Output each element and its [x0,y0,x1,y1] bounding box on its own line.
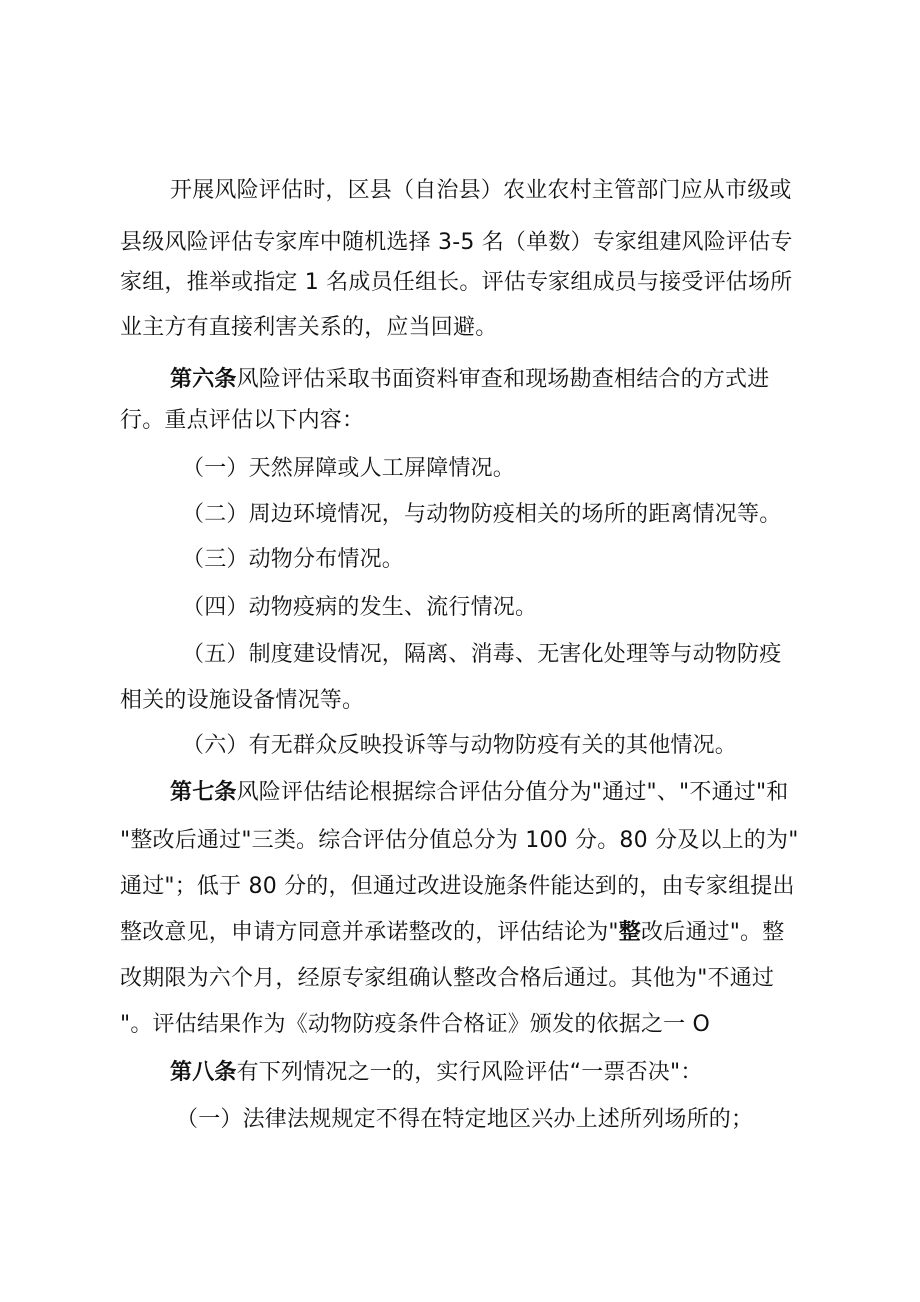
paragraph-line [120,872,920,902]
article-8-heading: 第八条 [170,1060,237,1085]
article-line [170,1058,920,1088]
paragraph-line [170,176,920,206]
line-text: 县级风险评估专家库中随机选择 3-5 名（单数）专家组建风险评估专 [120,230,793,255]
paragraph-line [120,964,920,994]
line-text: 改期限为六个月，经原专家组确认整改合格后通过。其他为"不通过 [120,966,775,991]
line-text: 开展风险评估时，区县（自治县）农业农村主管部门应从市级或 [170,178,792,203]
line-text: 行。重点评估以下内容： [120,408,365,433]
line-text: （一）法律法规规定不得在特定地区兴办上述所列场所的； [176,1107,754,1132]
line-text: 相关的设施设备情况等。 [120,688,365,713]
list-item [182,640,920,670]
line-text: 改后通过"。整 [640,920,785,945]
line-text: （五）制度建设情况，隔离、消毒、无害化处理等与动物防疫 [182,642,782,667]
paragraph-line [120,228,920,258]
line-text: （三）动物分布情况。 [182,547,405,572]
line-text: （四）动物疫病的发生、流行情况。 [182,595,538,620]
list-item [182,731,920,761]
line-text: 通过"；低于 80 分的，但通过改进设施条件能达到的，由专家组提出 [120,874,795,899]
article-7-heading: 第七条 [170,780,237,805]
paragraph-line [120,918,920,948]
line-text: 业主方有直接利害关系的，应当回避。 [120,315,498,340]
list-item [182,593,920,623]
paragraph-line [120,686,920,716]
line-text: "整改后通过"三类。综合评估分值总分为 100 分。80 分及以上的为" [120,828,799,853]
list-item [182,454,920,484]
line-text: 风险评估结论根据综合评估分值分为"通过"、"不通过"和 [236,780,789,805]
line-text: （一）天然屏障或人工屏障情况。 [182,456,516,481]
article-line [170,365,920,395]
paragraph-line [120,826,920,856]
line-text: 风险评估采取书面资料审查和现场勘查相结合的方式进 [236,367,770,392]
line-text: （二）周边环境情况，与动物防疫相关的场所的距离情况等。 [182,502,782,527]
list-item [182,500,920,530]
line-text: 有下列情况之一的，实行风险评估“一票否决"： [236,1060,703,1085]
paragraph-line [120,1010,920,1040]
list-item [176,1105,920,1135]
list-item [182,545,920,575]
paragraph-line [120,268,920,298]
line-text: 家组，推举或指定 1 名成员任组长。评估专家组成员与接受评估场所 [120,270,793,295]
article-6-heading: 第六条 [170,367,237,392]
paragraph-line [120,406,920,436]
line-text: "。评估结果作为《动物防疫条件合格证》颁发的依据之一 O [120,1012,711,1037]
paragraph-line [120,313,920,343]
line-text: 整改意见，申请方同意并承诺整改的，评估结论为" [120,920,619,945]
bold-char: 整 [618,920,641,945]
line-text: （六）有无群众反映投诉等与动物防疫有关的其他情况。 [182,733,738,758]
article-line [170,778,920,808]
